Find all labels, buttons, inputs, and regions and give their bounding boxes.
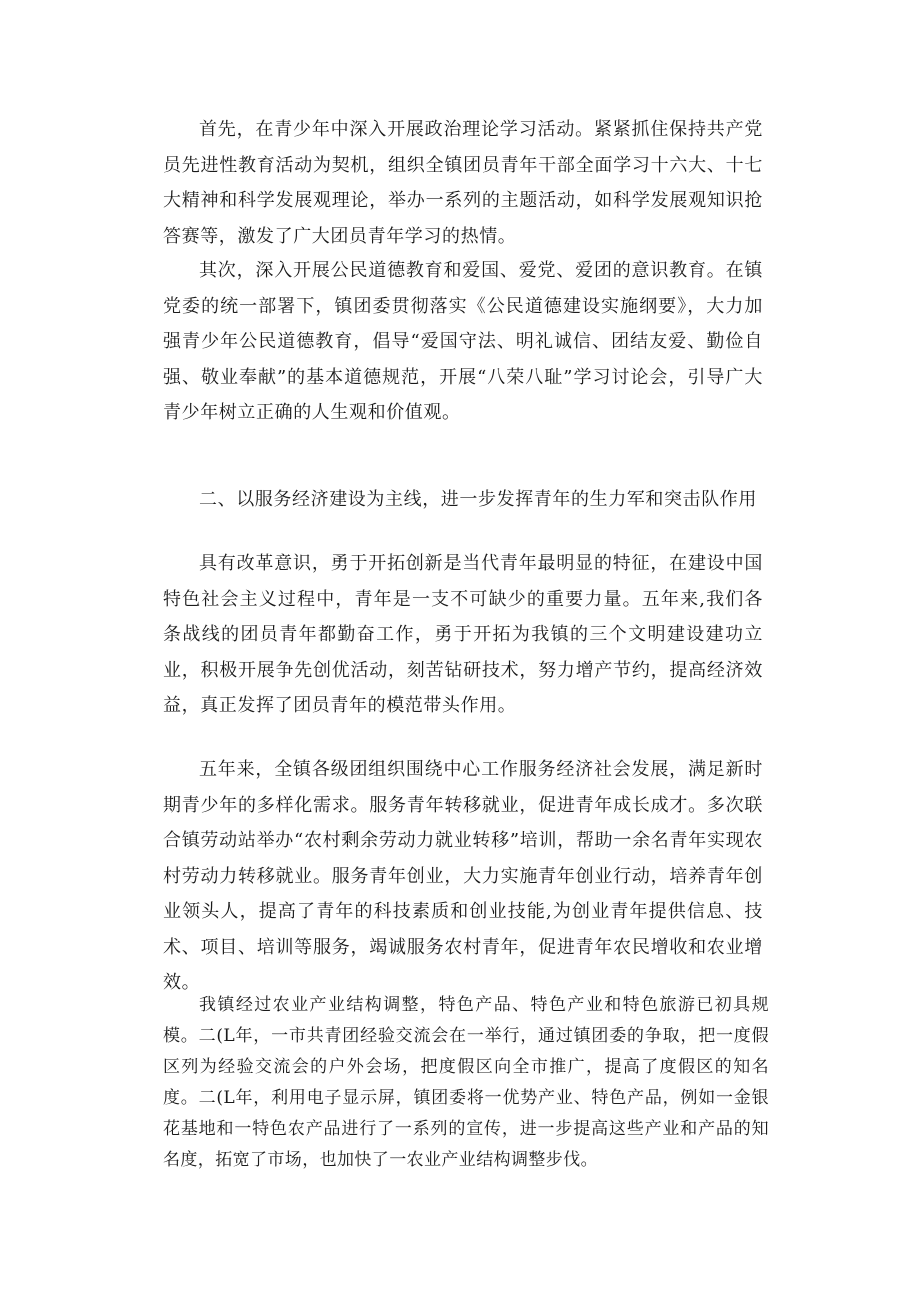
paragraph-political-study: 首先，在青少年中深入开展政治理论学习活动。紧紧抓住保持共产党员先进性教育活动为契机，组织全镇团员青年干部全面学习十六大、十七大精神和科学发展观理论，举办一系列的主题活动，如科学发展观知识抢答赛等，激发了广大团员青年学习的热情。 [163, 119, 763, 247]
paragraph-five-years-service: 五年来，全镇各级团组织围绕中心工作服务经济社会发展，满足新时期青少年的多样化需求。服务青年转移就业，促进青年成长成才。多次联合镇劳动站举办“农村剩余劳动力就业转移”培训，帮助一余名青年实现农村劳动力转移就业。服务青年创业，大力实施青年创业行动，培养青年创业领头人，提高了青年的科技素质和创业技能,为创业青年提供信息、技术、项目、培训等服务，竭诚服务农村青年，促进青年农民增收和农业增效。 [163, 759, 763, 993]
paragraph-moral-education: 其次，深入开展公民道德教育和爱国、爱党、爱团的意识教育。在镇党委的统一部署下，镇团委贯彻落实《公民道德建设实施纲要》，大力加强青少年公民道德教育，倡导“爱国守法、明礼诚信、团结友爱、勤俭自强、敬业奉献”的基本道德规范，开展“八荣八耻”学习讨论会，引导广大青少年树立正确的人生观和价值观。 [163, 260, 763, 423]
section-heading-economic-construction: 二、以服务经济建设为主线，进一步发挥青年的生力军和突击队作用 [199, 489, 757, 510]
paragraph-reform-innovation: 具有改革意识，勇于开拓创新是当代青年最明显的特征，在建设中国特色社会主义过程中，青年是一支不可缺少的重要力量。五年来,我们各条战线的团员青年都勤奋工作，勇于开拓为我镇的三个文明建设建功立业，积极开展争先创优活动，刻苦钻研技术，努力增产节约，提高经济效益，真正发挥了团员青年的模范带头作用。 [163, 553, 763, 716]
paragraph-agricultural-restructuring: 我镇经过农业产业结构调整，特色产品、特色产业和特色旅游已初具规模。二(L年，一市共青团经验交流会在一举行，通过镇团委的争取，把一度假区列为经验交流会的户外会场，把度假区向全市推广，提高了度假区的知名度。二(L年，利用电子显示屏，镇团委将一优势产业、特色产品，例如一金银花基地和一特色农产品进行了一系列的宣传，进一步提高这些产业和产品的知名度，拓宽了市场，也加快了一农业产业结构调整步伐。 [163, 995, 769, 1170]
